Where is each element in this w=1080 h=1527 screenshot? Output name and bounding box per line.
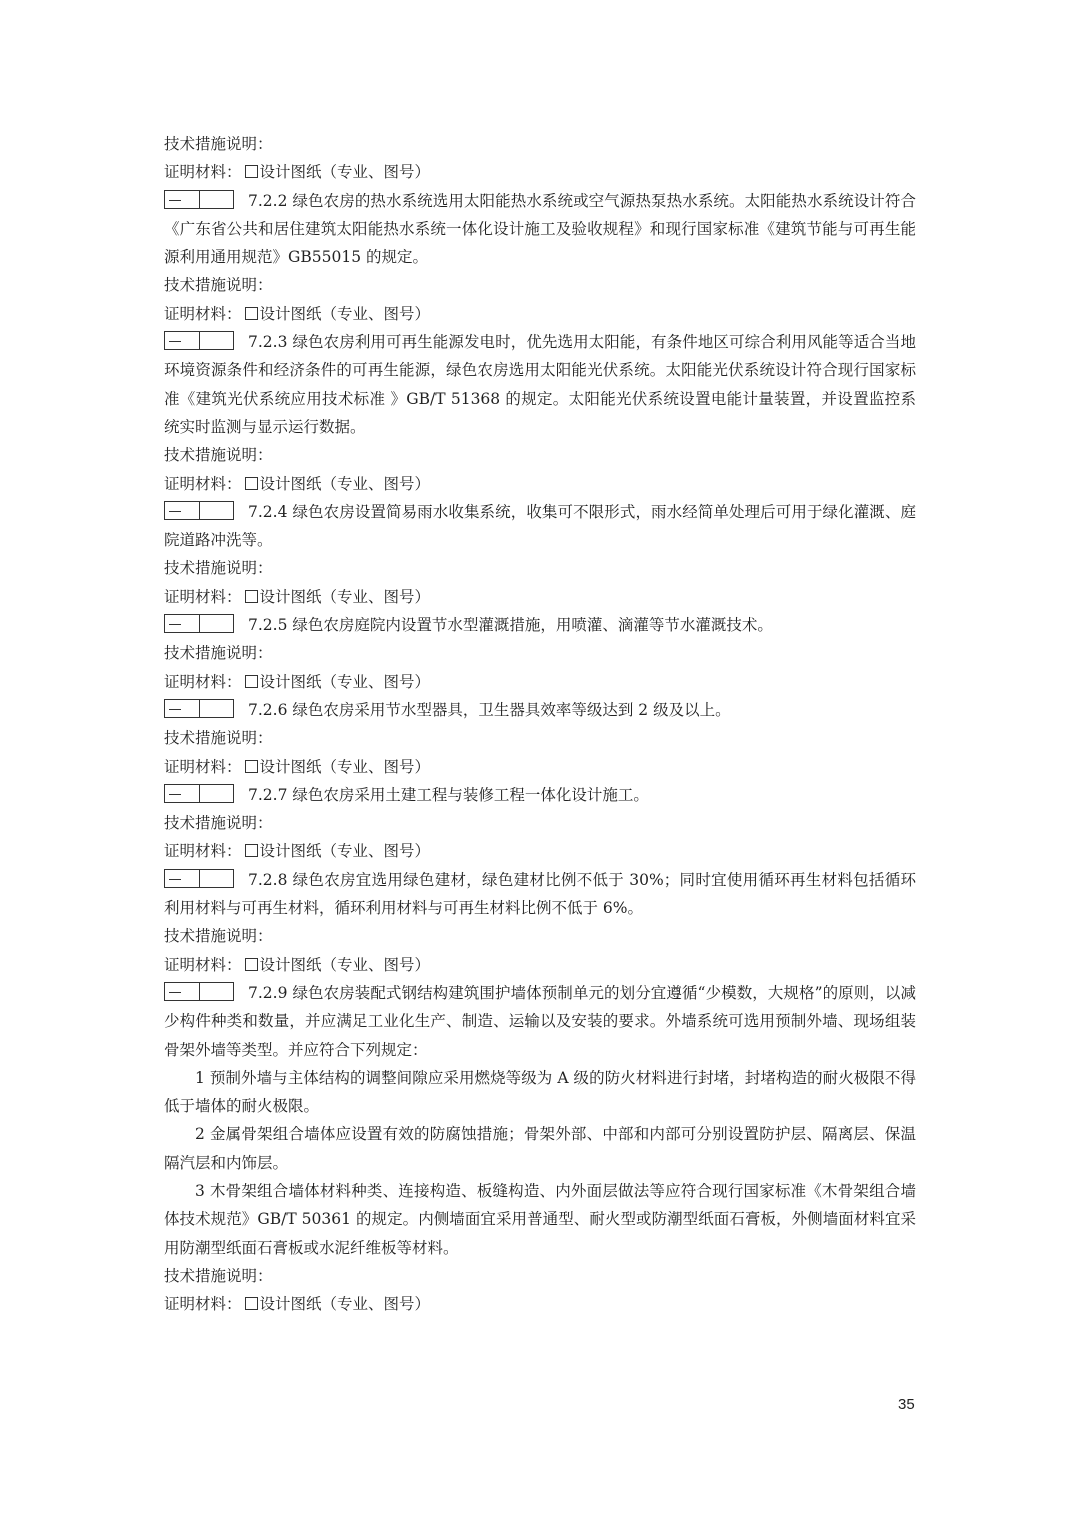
proof-item: 设计图纸（专业、图号） — [259, 842, 431, 861]
clause-text: 7.2.7 绿色农房采用土建工程与装修工程一体化设计施工。 — [248, 785, 649, 804]
proof-material-line — [164, 470, 916, 498]
page-number: 35 — [898, 1396, 915, 1413]
proof-label: 证明材料： — [164, 163, 242, 182]
score-box[interactable] — [164, 699, 234, 718]
proof-label: 证明材料： — [164, 474, 242, 493]
proof-label: 证明材料： — [164, 672, 242, 691]
proof-label: 证明材料： — [164, 842, 242, 861]
tech-measure-label: 技术措施说明： — [164, 276, 273, 295]
proof-material-line — [164, 300, 916, 328]
proof-item: 设计图纸（专业、图号） — [259, 474, 431, 493]
proof-item: 设计图纸（专业、图号） — [259, 757, 431, 776]
sub-item-1: 1 预制外墙与主体结构的调整间隙应采用燃烧等级为 A 级的防火材料进行封堵，封堵构造的耐火极限不得低于墙体的耐火极限。 — [164, 1068, 916, 1116]
checkbox-icon[interactable] — [245, 760, 258, 773]
score-box[interactable] — [164, 501, 234, 520]
checkbox-icon[interactable] — [245, 1297, 258, 1310]
clause-7-2-2 — [164, 187, 916, 272]
proof-item: 设计图纸（专业、图号） — [259, 1295, 431, 1314]
proof-item: 设计图纸（专业、图号） — [259, 587, 431, 606]
clause-text: 7.2.3 绿色农房利用可再生能源发电时，优先选用太阳能，有条件地区可综合利用风能等适合当地环境资源条件和经济条件的可再生能源，绿色农房选用太阳能光伏系统。太阳能光伏系统设计符合现行国家标准《建筑光伏系统应用技术标准 》GB/T 51368 的规定。太阳能光伏系统设置电能计量装置，并设置监控系统实时监测与显示运行数据。 — [164, 333, 916, 436]
clause-text: 7.2.4 绿色农房设置简易雨水收集系统，收集可不限形式，雨水经简单处理后可用于绿化灌溉、庭院道路冲洗等。 — [164, 502, 916, 550]
checkbox-icon[interactable] — [245, 307, 258, 320]
checkbox-icon[interactable] — [245, 675, 258, 688]
clause-7-2-7 — [164, 781, 916, 809]
proof-material-line — [164, 753, 916, 781]
tech-measure-label: 技术措施说明： — [164, 1266, 273, 1285]
proof-item: 设计图纸（专业、图号） — [259, 955, 431, 974]
clause-text: 7.2.6 绿色农房采用节水型器具，卫生器具效率等级达到 2 级及以上。 — [248, 700, 731, 719]
checkbox-icon[interactable] — [245, 477, 258, 490]
clause-text: 7.2.2 绿色农房的热水系统选用太阳能热水系统或空气源热泵热水系统。太阳能热水系统设计符合《广东省公共和居住建筑太阳能热水系统一体化设计施工及验收规程》和现行国家标准《建筑节能与可再生能源利用通用规范》GB55015 的规定。 — [164, 191, 916, 267]
clause-text: 7.2.8 绿色农房宜选用绿色建材，绿色建材比例不低于 30%；同时宜使用循环再生材料包括循环利用材料与可再生材料，循环利用材料与可再生材料比例不低于 6%。 — [164, 870, 916, 918]
score-box[interactable] — [164, 614, 234, 633]
checkbox-icon[interactable] — [245, 165, 258, 178]
proof-item: 设计图纸（专业、图号） — [259, 672, 431, 691]
clause-text: 7.2.9 绿色农房装配式钢结构建筑围护墙体预制单元的划分宜遵循“少模数，大规格”的原则，以减少构件种类和数量，并应满足工业化生产、制造、运输以及安装的要求。外墙系统可选用预制外墙、现场组装骨架外墙等类型。并应符合下列规定： — [164, 983, 916, 1059]
clause-7-2-4 — [164, 498, 916, 555]
proof-material-line — [164, 951, 916, 979]
tech-measure-label: 技术措施说明： — [164, 135, 273, 153]
score-box[interactable] — [164, 869, 234, 888]
proof-material-line — [164, 837, 916, 865]
checkbox-icon[interactable] — [245, 958, 258, 971]
tech-measure-label: 技术措施说明： — [164, 644, 273, 663]
checkbox-icon[interactable] — [245, 844, 258, 857]
score-box[interactable] — [164, 331, 234, 350]
tech-measure-label: 技术措施说明： — [164, 814, 273, 833]
clause-7-2-5 — [164, 611, 916, 639]
proof-material-line — [164, 583, 916, 611]
tech-measure-label: 技术措施说明： — [164, 446, 273, 465]
tech-measure-label: 技术措施说明： — [164, 559, 273, 578]
proof-material-line — [164, 1290, 916, 1318]
score-box[interactable] — [164, 190, 234, 209]
tech-measure-label: 技术措施说明： — [164, 927, 273, 946]
score-box[interactable] — [164, 982, 234, 1001]
clause-7-2-9 — [164, 979, 916, 1064]
tech-measure-label: 技术措施说明： — [164, 729, 273, 748]
score-box[interactable] — [164, 784, 234, 803]
clause-7-2-8 — [164, 866, 916, 923]
proof-label: 证明材料： — [164, 587, 242, 606]
sub-item-2: 2 金属骨架组合墙体应设置有效的防腐蚀措施；骨架外部、中部和内部可分别设置防护层、隔离层、保温隔汽层和内饰层。 — [164, 1125, 916, 1172]
proof-label: 证明材料： — [164, 757, 242, 776]
checkbox-icon[interactable] — [245, 590, 258, 603]
clause-text: 7.2.5 绿色农房庭院内设置节水型灌溉措施，用喷灌、滴灌等节水灌溉技术。 — [248, 616, 773, 635]
proof-label: 证明材料： — [164, 304, 242, 323]
proof-label: 证明材料： — [164, 1295, 242, 1314]
proof-item: 设计图纸（专业、图号） — [259, 304, 431, 323]
sub-item-3: 3 木骨架组合墙体材料种类、连接构造、板缝构造、内外面层做法等应符合现行国家标准《木骨架组合墙体技术规范》GB/T 50361 的规定。内侧墙面宜采用普通型、耐火型或防潮型纸面石膏板，外侧墙面材料宜采用防潮型纸面石膏板或水泥纤维板等材料。 — [164, 1181, 916, 1257]
proof-item: 设计图纸（专业、图号） — [259, 163, 431, 182]
document-body — [164, 130, 916, 1318]
proof-label: 证明材料： — [164, 955, 242, 974]
proof-material-line — [164, 668, 916, 696]
clause-7-2-6 — [164, 696, 916, 724]
clause-7-2-3 — [164, 328, 916, 441]
proof-material-line — [164, 158, 916, 186]
